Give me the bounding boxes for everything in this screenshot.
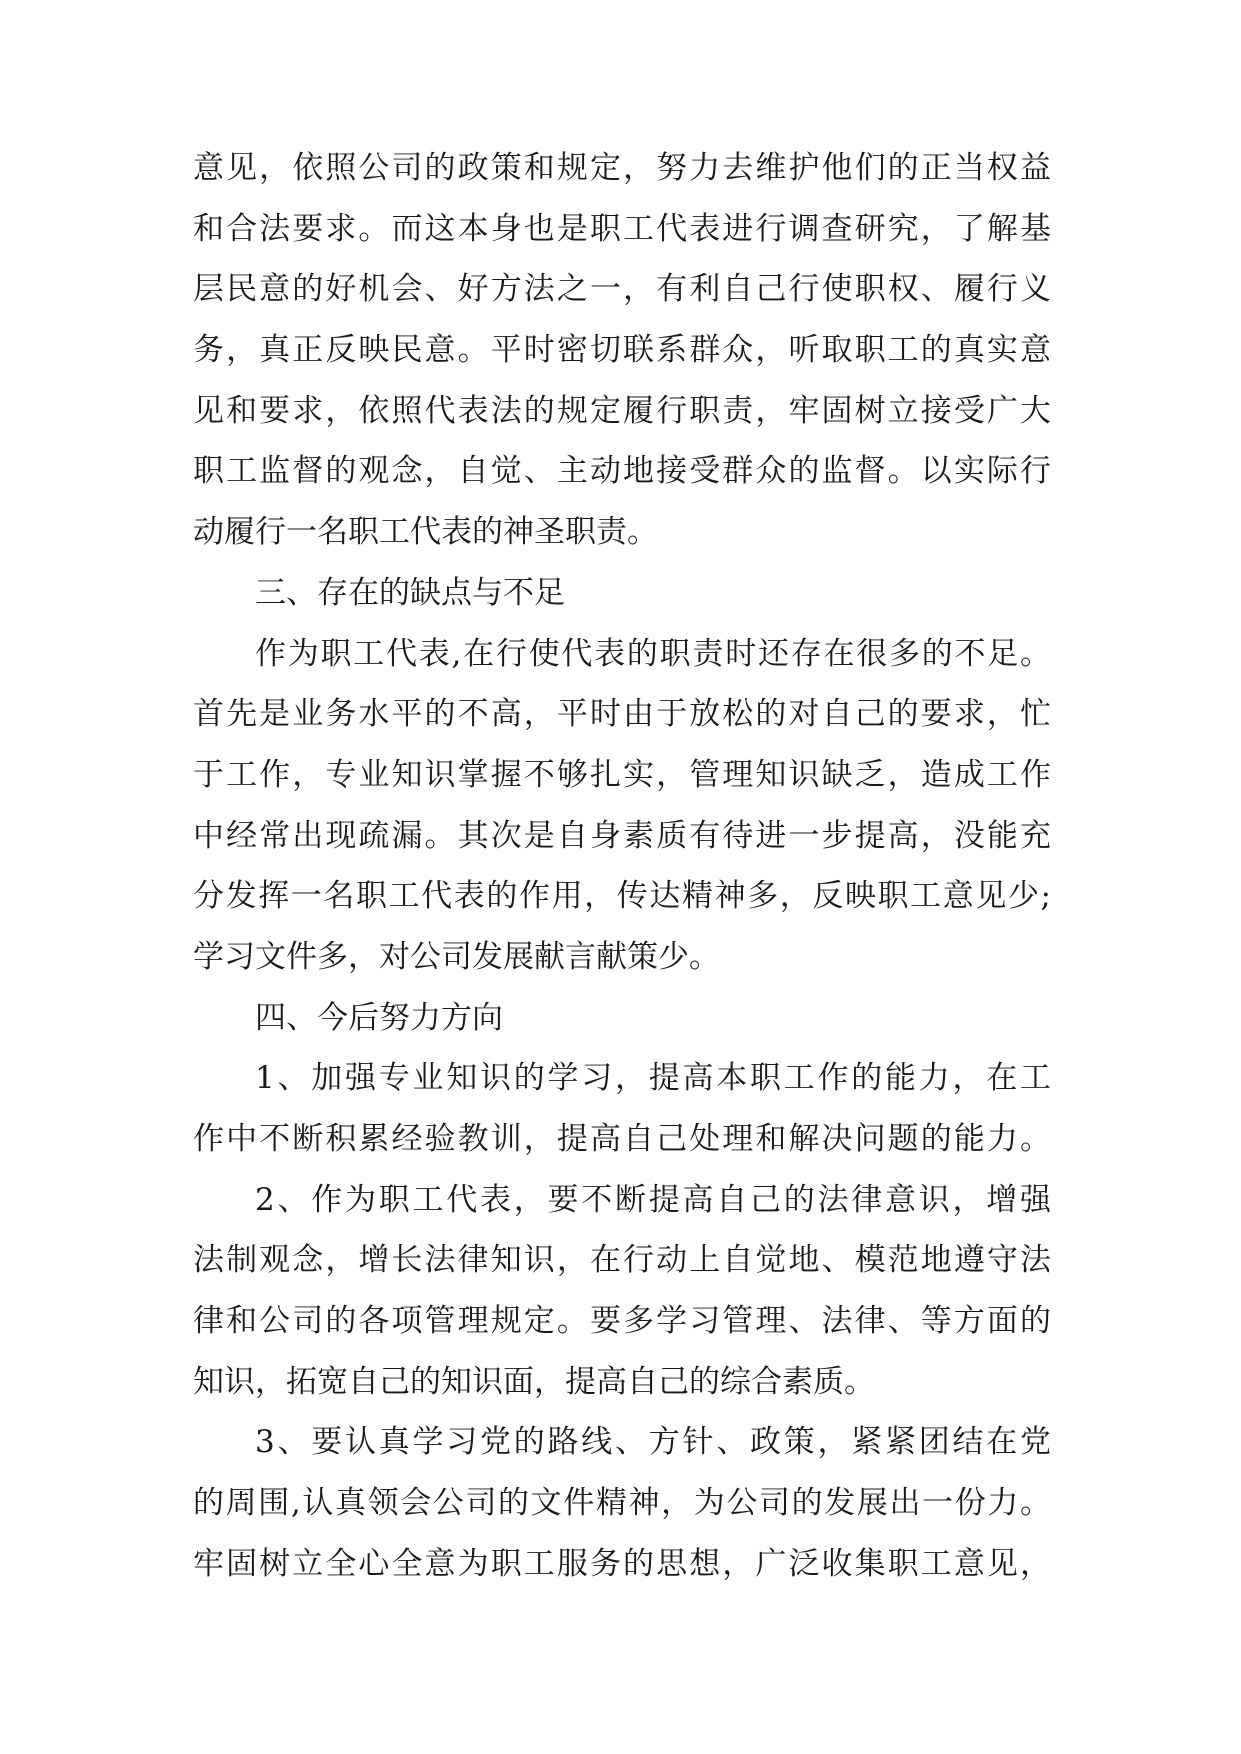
text-line: 分发挥一名职工代表的作用，传达精神多，反映职工意见少; — [193, 878, 1051, 915]
text-line: 牢固树立全心全意为职工服务的思想，广泛收集职工意见， — [193, 1545, 1051, 1582]
text-line: 的周围,认真领会公司的文件精神，为公司的发展出一份力。 — [193, 1485, 1051, 1522]
text-line: 作为职工代表,在行使代表的职责时还存在很多的不足。 — [255, 635, 1051, 672]
text-line: 首先是业务水平的不高，平时由于放松的对自己的要求，忙 — [193, 696, 1051, 733]
text-line: 和合法要求。而这本身也是职工代表进行调查研究，了解基 — [193, 210, 1051, 247]
text-line: 于工作，专业知识掌握不够扎实，管理知识缺乏，造成工作 — [193, 756, 1051, 793]
text-line: 学习文件多，对公司发展献言献策少。 — [193, 938, 720, 975]
text-line: 务，真正反映民意。平时密切联系群众，听取职工的真实意 — [193, 332, 1051, 369]
text-line: 意见，依照公司的政策和规定，努力去维护他们的正当权益 — [193, 150, 1051, 186]
section-heading: 四、今后努力方向 — [255, 999, 503, 1036]
text-line: 作中不断积累经验教训，提高自己处理和解决问题的能力。 — [193, 1121, 1051, 1157]
list-item: 3、要认真学习党的路线、方针、政策，紧紧团结在党 — [255, 1424, 1051, 1461]
text-line: 见和要求，依照代表法的规定履行职责，牢固树立接受广大 — [193, 392, 1051, 429]
body-text — [193, 138, 1051, 1595]
list-item: 1、加强专业知识的学习，提高本职工作的能力，在工 — [255, 1060, 1051, 1097]
text-line: 中经常出现疏漏。其次是自身素质有待进一步提高，没能充 — [193, 817, 1051, 854]
text-line: 动履行一名职工代表的神圣职责。 — [193, 514, 658, 551]
text-line: 法制观念，增长法律知识，在行动上自觉地、模范地遵守法 — [193, 1242, 1051, 1279]
section-heading: 三、存在的缺点与不足 — [255, 574, 565, 611]
text-line: 知识，拓宽自己的知识面，提高自己的综合素质。 — [193, 1363, 875, 1400]
text-line: 律和公司的各项管理规定。要多学习管理、法律、等方面的 — [193, 1303, 1051, 1340]
text-line: 职工监督的观念，自觉、主动地接受群众的监督。以实际行 — [193, 453, 1051, 490]
list-item: 2、作为职工代表，要不断提高自己的法律意识，增强 — [255, 1181, 1051, 1218]
text-line: 层民意的好机会、好方法之一，有利自己行使职权、履行义 — [193, 271, 1051, 308]
